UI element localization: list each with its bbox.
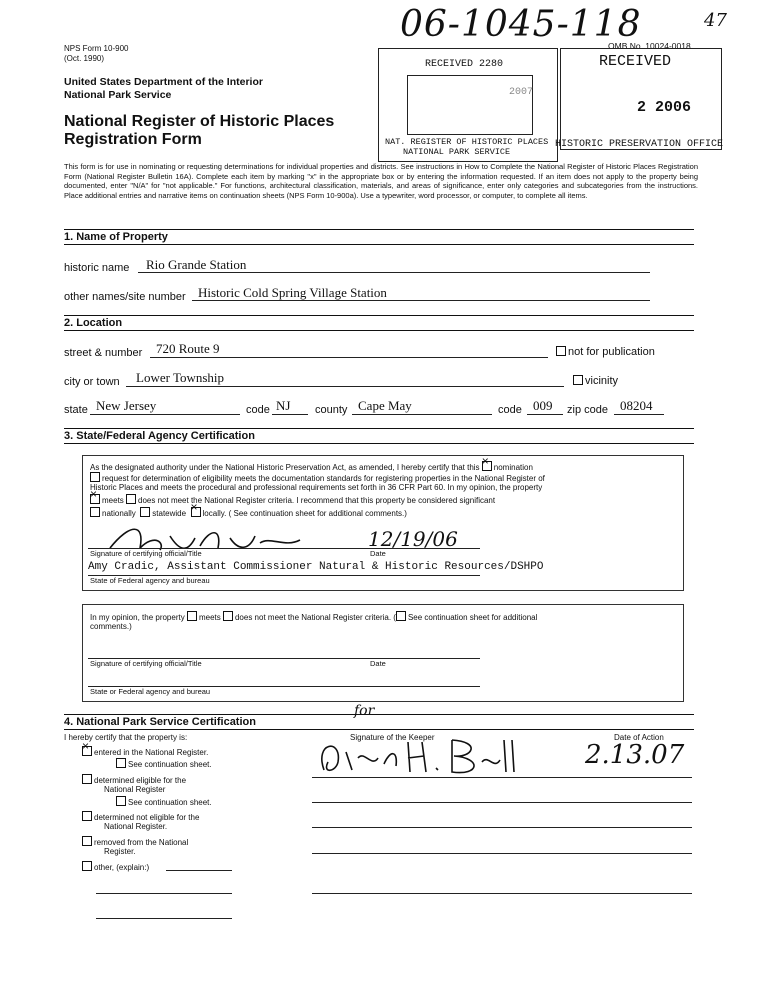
entered-option[interactable]: ×entered in the National Register.	[82, 746, 208, 758]
county-value[interactable]: Cape May	[358, 398, 412, 413]
nomination-checkbox[interactable]	[482, 461, 492, 471]
not-eligible-checkbox[interactable]	[82, 811, 92, 821]
not-eligible-line2: National Register.	[104, 822, 168, 831]
section-2-heading: 2. Location	[64, 317, 123, 329]
keeper-initial: for	[354, 703, 375, 719]
county-code-label: code	[498, 404, 522, 416]
official-name: Amy Cradic, Assistant Commissioner Natural & Historic Resources/DSHPO	[88, 561, 544, 573]
removed-line2: Register.	[104, 847, 136, 856]
not-for-publication[interactable]: not for publication	[556, 346, 655, 358]
city-label: city or town	[64, 376, 120, 388]
does-not-meet-checkbox[interactable]	[126, 494, 136, 504]
eligible-continuation-checkbox[interactable]	[116, 796, 126, 806]
nationally-checkbox[interactable]	[90, 507, 100, 517]
state-code-value[interactable]: NJ	[276, 398, 291, 413]
vicinity-checkbox[interactable]	[573, 375, 583, 385]
removed-option[interactable]: removed from the National	[82, 836, 188, 848]
page-subtitle: Registration Form	[64, 131, 202, 148]
page-title: National Register of Historic Places	[64, 113, 335, 130]
omb-number: OMB No. 10024-0018	[608, 41, 691, 51]
section-1-heading: 1. Name of Property	[64, 231, 168, 243]
locally-checkbox[interactable]	[191, 507, 201, 517]
signature-keeper	[312, 732, 522, 780]
entered-checkbox[interactable]	[82, 746, 92, 756]
date-label: Date	[370, 549, 386, 558]
keeper-label: Signature of the Keeper	[350, 733, 435, 742]
cert-line-4: ×meets does not meet the National Register criteria. I recommend that this property be considered significant	[90, 494, 495, 506]
hereby-certify: I hereby certify that the property is:	[64, 733, 188, 742]
handwritten-reference: 06-1045-118	[400, 4, 642, 45]
not-eligible-option[interactable]: determined not eligible for the	[82, 811, 199, 823]
opinion-line-1: In my opinion, the property meets does not meet the National Register criteria. ( See continuation sheet for additional	[90, 613, 538, 622]
eligible-checkbox[interactable]	[82, 774, 92, 784]
form-date: (Oct. 1990)	[64, 54, 105, 63]
other-checkbox[interactable]	[82, 861, 92, 871]
date-of-action-label: Date of Action	[614, 733, 664, 742]
county-label: county	[315, 404, 348, 416]
service: National Park Service	[64, 89, 172, 101]
state-label: state	[64, 404, 88, 416]
page-mark: 47	[704, 10, 727, 31]
county-code-value[interactable]: 009	[533, 398, 553, 413]
other-option[interactable]: other, (explain:)	[82, 861, 149, 873]
signature2-label: Signature of certifying official/Title	[90, 659, 202, 668]
section-3-heading: 3. State/Federal Agency Certification	[64, 430, 255, 442]
zip-label: zip code	[567, 404, 608, 416]
opinion-meets-checkbox[interactable]	[187, 611, 197, 621]
eligible-option-line2: National Register	[104, 785, 166, 794]
opinion-does-not-meet-checkbox[interactable]	[223, 611, 233, 621]
other-names-value[interactable]: Historic Cold Spring Village Station	[198, 285, 387, 300]
eligible-option[interactable]: determined eligible for the	[82, 774, 186, 786]
date-of-action: 2.13.07	[585, 740, 685, 770]
form-number: NPS Form 10-900	[64, 44, 129, 53]
other-names-label: other names/site number	[64, 291, 186, 303]
signature-date: 12/19/06	[368, 527, 458, 551]
entered-continuation-checkbox[interactable]	[116, 758, 126, 768]
opinion-line-2: comments.)	[90, 622, 132, 631]
cert-line-3: Historic Places and meets the procedural and professional requirements set forth in 36 CFR Part 60. In my opinion, the property	[90, 483, 543, 492]
signature-label: Signature of certifying official/Title	[90, 549, 202, 558]
not-for-publication-checkbox[interactable]	[556, 346, 566, 356]
entered-continuation[interactable]: See continuation sheet.	[116, 758, 212, 770]
zip-value[interactable]: 08204	[620, 398, 653, 413]
meets-checkbox[interactable]	[90, 494, 100, 504]
department: United States Department of the Interior	[64, 76, 263, 88]
historic-name-label: historic name	[64, 262, 130, 274]
state-code-label: code	[246, 404, 270, 416]
agency-label: State of Federal agency and bureau	[90, 576, 210, 585]
significance-line: nationally statewide × locally. ( See continuation sheet for additional comments.)	[90, 507, 407, 519]
date2-label: Date	[370, 659, 386, 668]
cert-line-1: As the designated authority under the National Historic Preservation Act, as amended, I hereby certify that this × nomination	[90, 461, 533, 473]
agency2-label: State or Federal agency and bureau	[90, 687, 211, 696]
received-stamp-hpo: RECEIVED 2 2006 HISTORIC PRESERVATION OFFICE	[560, 48, 722, 150]
removed-checkbox[interactable]	[82, 836, 92, 846]
street-label: street & number	[64, 347, 143, 359]
historic-name-value[interactable]: Rio Grande Station	[146, 257, 247, 272]
street-value[interactable]: 720 Route 9	[156, 341, 220, 356]
instructions: This form is for use in nominating or requesting determinations for individual properties and districts. See instructions in How to Complete the National Register of Historic Places Registration Form (National Register Bulletin 16A). Complete each item by marking "x" in the appropriate box or by entering the information requested. If an item does not apply to the property being documented, enter "N/A" for "not applicable." For functions, architectural classification, materials, and areas of significance, enter only categories and subcategories from the instructions. Place additional entries and narrative items on continuation sheets (NPS Form 10-900a). Use a typewriter, word processor, or computer, to complete all items.	[64, 162, 698, 200]
received-stamp-nrhp: RECEIVED 2280 2007 NAT. REGISTER OF HISTORIC PLACES NATIONAL PARK SERVICE	[378, 48, 558, 162]
state-value[interactable]: New Jersey	[96, 398, 157, 413]
request-checkbox[interactable]	[90, 472, 100, 482]
section-4-heading: 4. National Park Service Certification	[64, 716, 256, 728]
statewide-checkbox[interactable]	[140, 507, 150, 517]
opinion-continuation-checkbox[interactable]	[396, 611, 406, 621]
cert-line-2: request for determination of eligibility meets the documentation standards for registering properties in the National Register of	[90, 472, 545, 484]
eligible-continuation[interactable]: See continuation sheet.	[116, 796, 212, 808]
city-value[interactable]: Lower Township	[136, 370, 225, 385]
vicinity[interactable]: vicinity	[573, 375, 618, 387]
